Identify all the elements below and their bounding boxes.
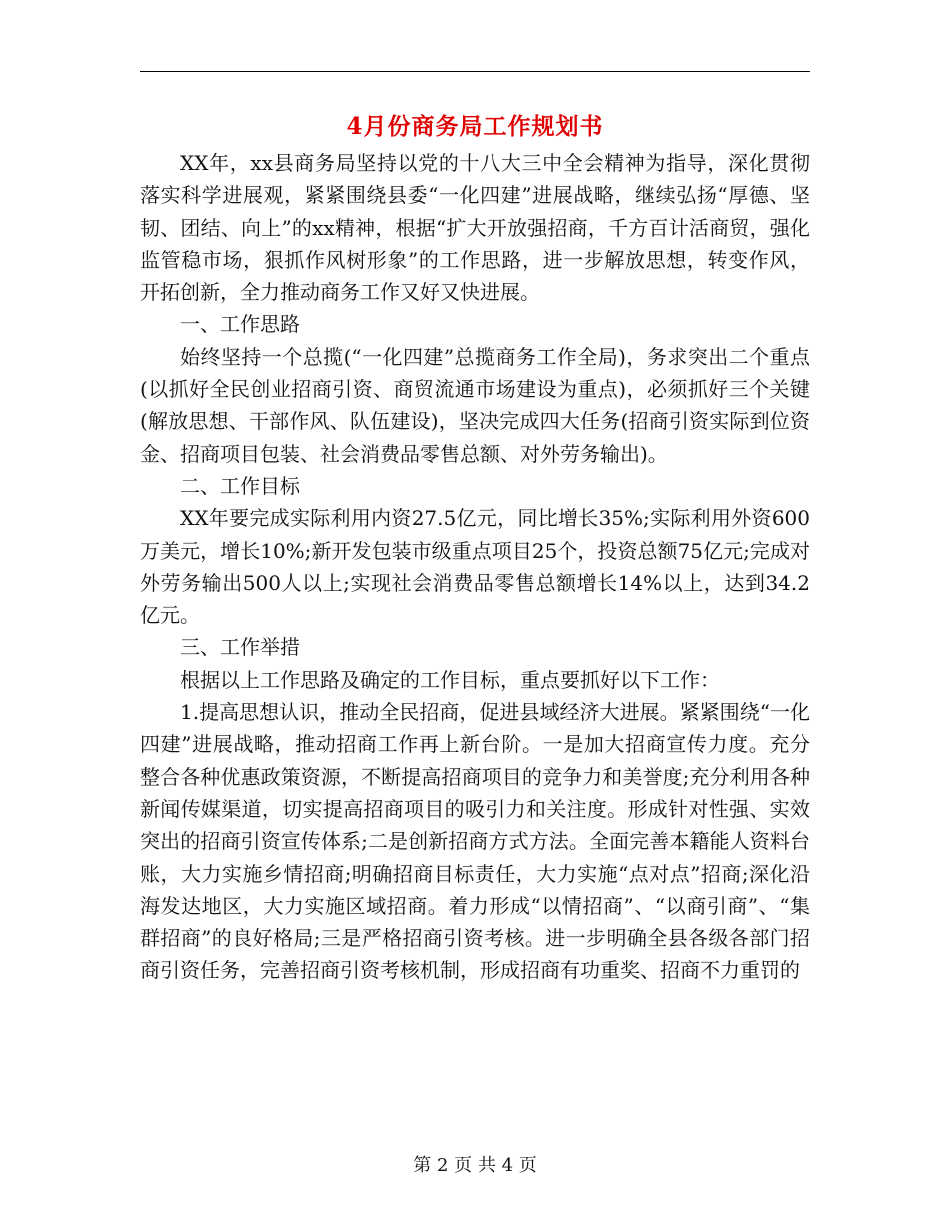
section-heading-work-goals: 二、工作目标 xyxy=(180,473,300,498)
section-heading-work-ideas: 一、工作思路 xyxy=(180,312,300,337)
section-heading-work-measures: 三、工作举措 xyxy=(180,635,300,660)
paragraph-measure-1: 1.提高思想认识，推动全民招商，促进县域经济大进展。紧紧围绕“一化四建”进展战略，推动招商工作再上新台阶。一是加大招商宣传力度。充分整合各种优惠政策资源，不断提高招商项目的竞争力和美誉度;充分利用各种新闻传媒渠道，切实提高招商项目的吸引力和关注度。形成针对性强、实效突出的招商引资宣传体系;二是创新招商方式方法。全面完善本籍能人资料台账，大力实施乡情招商;明确招商目标责任，大力实施“点对点”招商;深化沿海发达地区，大力实施区域招商。着力形成“以情招商”、“以商引商”、“集群招商”的良好格局;三是严格招商引资考核。进一步明确全县各级各部门招商引资任务，完善招商引资考核机制，形成招商有功重奖、招商不力重罚的 xyxy=(140,700,810,983)
paragraph-measures-intro: 根据以上工作思路及确定的工作目标，重点要抓好以下工作： xyxy=(180,667,720,692)
paragraph-intro: XX年，xx县商务局坚持以党的十八大三中全会精神为指导，深化贯彻落实科学进展观，紧紧围绕县委“一化四建”进展战略，继续弘扬“厚德、坚韧、团结、向上”的xx精神，根据“扩大开放强招商，千方百计活商贸，强化监管稳市场，狠抓作风树形象”的工作思路，进一步解放思想，转变作风，开拓创新，全力推动商务工作又好又快进展。 xyxy=(140,151,810,305)
document-title: 4月份商务局工作规划书 xyxy=(346,113,604,140)
paragraph-work-goals: XX年要完成实际利用内资27.5亿元，同比增长35%;实际利用外资600万美元，增长10%;新开发包装市级重点项目25个，投资总额75亿元;完成对外劳务输出500人以上;实现社会消费品零售总额增长14%以上，达到34.2亿元。 xyxy=(140,506,810,628)
document-body xyxy=(140,147,810,987)
header-rule xyxy=(140,71,810,72)
page-number-footer: 第 2 页 共 4 页 xyxy=(413,1155,537,1176)
paragraph-work-ideas: 始终坚持一个总揽(“一化四建”总揽商务工作全局)，务求突出二个重点(以抓好全民创业招商引资、商贸流通市场建设为重点)，必须抓好三个关键(解放思想、干部作风、队伍建设)，坚决完成四大任务(招商引资实际到位资金、招商项目包装、社会消费品零售总额、对外劳务输出)。 xyxy=(140,344,810,466)
